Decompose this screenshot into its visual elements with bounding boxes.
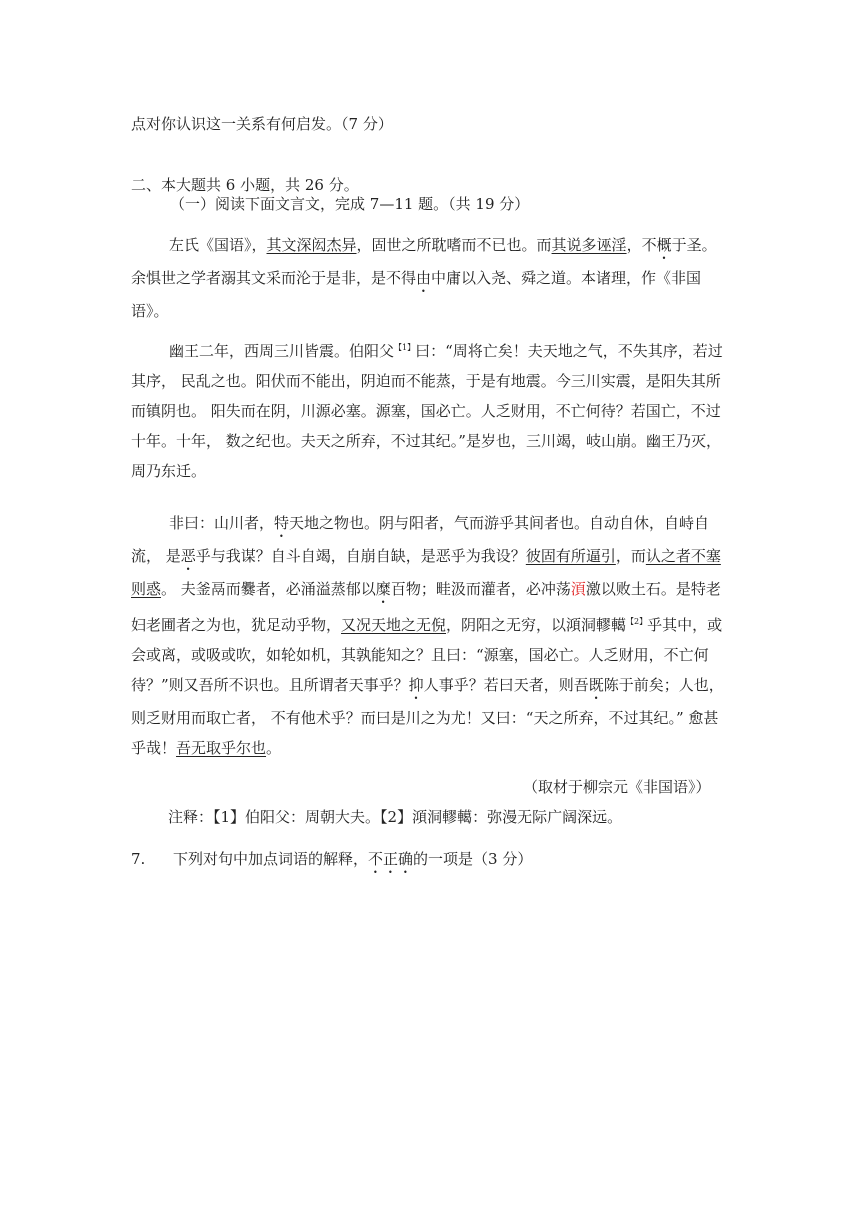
passage-paragraph-2: 幽王二年，西周三川皆震。伯阳父$^{【1】}$曰：“周将亡矣！夫天地之气，不失其序，若过其序， 民乱之也。阳伏而不能出，阴迫而不能蒸，于是有地震。今三川实震，是阳失其所而镇阴也。 阳失而在阴，川源必塞。源塞，国必亡。人乏财用，不亡何待？若国亡，不过十年。十年， 数之纪也。夫天之所弃，不过其纪。”是岁也，三川竭，岐山崩。幽王乃灭，周乃东迁。 [131, 342, 723, 480]
dotted-word: 特 [274, 514, 290, 532]
underlined-phrase: 其说多诬淫 [551, 236, 627, 254]
dotted-word: 概 [656, 236, 672, 254]
footnote-marker: 【1】 [394, 343, 416, 352]
annotation-note: 注释：【1】伯阳父：周朝大夫。【2】澒洞轇轕：弥漫无际广阔深远。 [168, 808, 623, 826]
underlined-phrase: 其文深闳杰异 [266, 236, 357, 254]
question-number: 7. [131, 850, 146, 868]
question-7: 7. 下列对句中加点词语的解释，不正确的一项是（3 分） [131, 850, 533, 868]
passage-paragraph-1: 左氏《国语》，其文深闳杰异，固世之所耽嗜而不已也。而其说多诬淫，不概于圣。余惧世之学者溺其文采而沦于是非，是不得由中庸以入尧、舜之道。本诸理，作《非国语》。 [131, 236, 717, 320]
underlined-phrase: 彼固有所逼引 [525, 547, 616, 565]
section-2-heading: 二、本大题共 6 小题，共 26 分。 [131, 176, 359, 194]
reading-instruction: （一）阅读下面文言文，完成 7—11 题。（共 19 分） [170, 195, 530, 213]
underlined-phrase: 又况天地之无倪 [341, 616, 447, 634]
footnote-marker: 【2】 [626, 617, 648, 626]
question-6-tail: 点对你认识这一关系有何启发。（7 分） [131, 115, 393, 133]
dotted-word: 不正确 [368, 850, 414, 868]
underlined-phrase: 吾无取乎尔也 [176, 739, 267, 757]
dotted-word: 糜 [375, 580, 391, 598]
source-attribution: （取材于柳宗元《非国语》） [523, 778, 711, 796]
underlined-phrase: 认之者不塞则惑 [131, 547, 721, 598]
passage-paragraph-3: 非曰：山川者，特天地之物也。阴与阳者，气而游乎其间者也。自动自休，自峙自流， 是恶乎与我谋？自斗自竭，自崩自缺，是恶乎为我设？彼固有所逼引，而认之者不塞则惑。 夫釜鬲而爨者，必涌溢蒸郁以糜百物；畦汲而灌者，必冲荡湏激以败土石。是特老妇老圃者之为也，犹足动乎物，又况天地之无倪，阴阳之无穷，以澒洞轇轕$^{【2】}$乎其中，或会或离，或吸或吹，如轮如机，其孰能知之？且曰：“源塞，国必亡。人乏财用，不亡何待？”则又吾所不识也。且所谓者天事乎？抑人事乎？若曰天者，则吾既陈于前矣；人也，则乏财用而取亡者， 不有他术乎？而曰是川之为尤！又曰：“天之所弃，不过其纪。” 愈甚乎哉！吾无取乎尔也。 [131, 514, 724, 757]
dotted-word: 由 [416, 269, 432, 287]
dotted-word: 抑 [408, 676, 424, 694]
highlighted-character: 湏 [570, 580, 586, 598]
dotted-word: 恶 [180, 547, 196, 565]
dotted-word: 既 [588, 676, 604, 694]
